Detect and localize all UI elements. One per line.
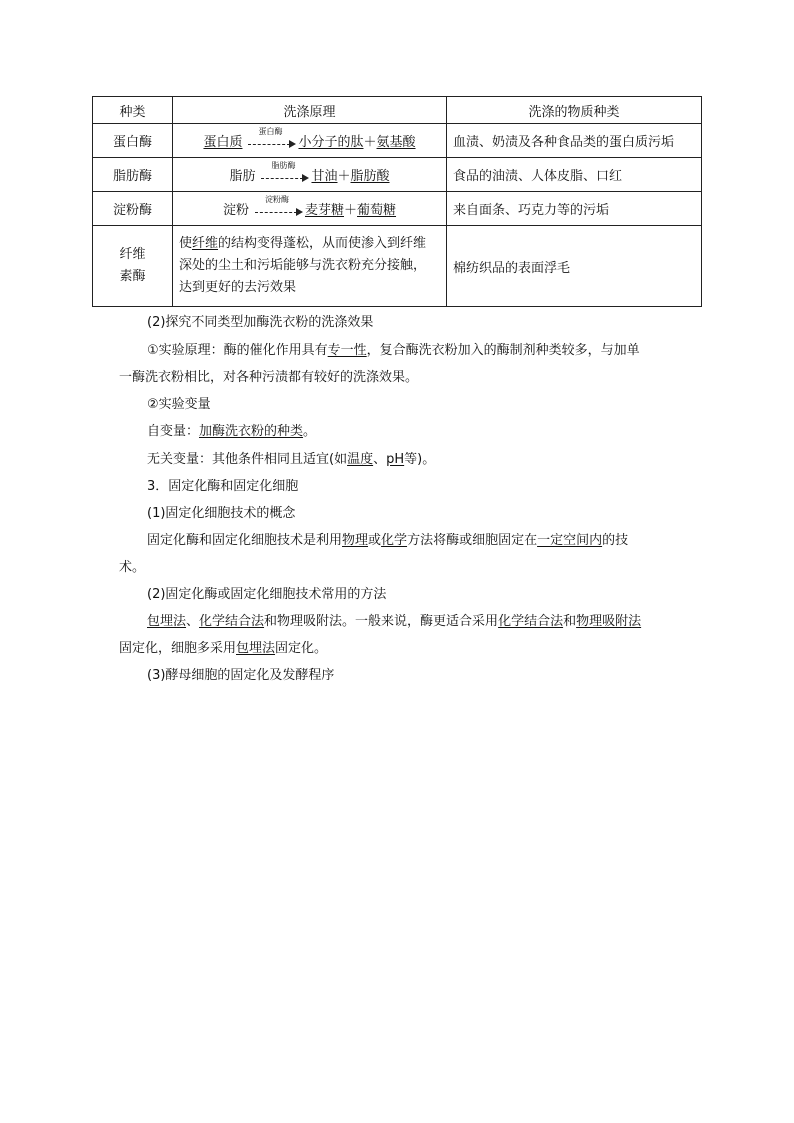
cellulase-principle (173, 226, 447, 307)
underlined-term: 温度 (347, 452, 374, 467)
target-stains: 食品的油渍、人体皮脂、口红 (447, 158, 702, 192)
enzyme-name: 脂肪酶 (93, 158, 173, 192)
reaction (229, 161, 390, 184)
section-heading: 3．固定化酶和固定化细胞 (147, 479, 299, 494)
reaction (203, 127, 416, 150)
section-heading: ②实验变量 (147, 397, 211, 412)
product-1: 甘油 (311, 169, 338, 184)
target-stains: 血渍、奶渍及各种食品类的蛋白质污垢 (447, 124, 702, 158)
table-row-amylase (93, 192, 702, 226)
underlined-term: 物理 (342, 533, 369, 548)
product-2: 氨基酸 (376, 135, 416, 150)
underlined-term: 加酶洗衣粉的种类 (199, 424, 304, 439)
plus-sign: ＋ (337, 169, 351, 184)
enzyme-name: 淀粉酶 (93, 192, 173, 226)
underlined-term: 包埋法 (236, 641, 276, 656)
table-row-protease (93, 124, 702, 158)
reaction-arrow-icon (244, 127, 296, 150)
table-header-row (93, 97, 702, 124)
reaction (222, 195, 397, 218)
enzyme-name-line: 纤维 (119, 247, 146, 262)
table-row-lipase (93, 158, 702, 192)
text: 的结构变得蓬松，从而使渗入到纤维 (218, 236, 427, 251)
underlined-term: 一定空间内 (537, 533, 603, 548)
underlined-term: 化学结合法 (199, 614, 265, 629)
paragraph-line: 术。 (119, 560, 146, 575)
product-2: 脂肪酸 (350, 169, 390, 184)
section-heading: (1)固定化细胞技术的概念 (147, 506, 296, 521)
reaction-arrow-icon (251, 195, 303, 218)
paragraph-line: 包埋法、化学结合法和物理吸附法。一般来说，酶更适合采用化学结合法和物理吸附法 (147, 614, 642, 629)
underlined-term: 专一性 (327, 343, 367, 358)
paragraph-line: ①实验原理：酶的催化作用具有专一性，复合酶洗衣粉加入的酶制剂种类较多，与加单 (147, 343, 640, 358)
paragraph-line: 固定化酶和固定化细胞技术是利用物理或化学方法将酶或细胞固定在一定空间内的技 (147, 533, 629, 548)
section-heading: (2)固定化酶或固定化细胞技术常用的方法 (147, 587, 387, 602)
enzyme-table (92, 96, 702, 307)
text: 达到更好的去污效果 (179, 280, 297, 295)
plus-sign: ＋ (344, 203, 358, 218)
underlined-term: pH (386, 452, 405, 467)
enzyme-name-line: 素酶 (119, 269, 146, 284)
underlined-term: 物理吸附法 (576, 614, 642, 629)
section-heading: (2)探究不同类型加酶洗衣粉的洗涤效果 (147, 315, 374, 330)
table-row-cellulase (93, 226, 702, 307)
substrate: 淀粉 (222, 203, 249, 218)
reaction-cell (173, 192, 447, 226)
product-1: 小分子的肽 (298, 135, 364, 150)
enzyme-name (93, 226, 173, 307)
enzyme-name: 蛋白酶 (93, 124, 173, 158)
text: 深处的尘土和污垢能够与洗衣粉充分接触， (179, 258, 427, 273)
reaction-cell (173, 158, 447, 192)
target-stains: 来自面条、巧克力等的污垢 (447, 192, 702, 226)
arrow-enzyme-label: 蛋白酶 (258, 127, 283, 136)
header-targets: 洗涤的物质种类 (447, 97, 702, 124)
plus-sign: ＋ (363, 135, 377, 150)
underlined-term: 化学 (381, 533, 408, 548)
reaction-cell (173, 124, 447, 158)
target-stains: 棉纺织品的表面浮毛 (447, 226, 702, 307)
product-2: 葡萄糖 (357, 203, 397, 218)
underlined-term: 包埋法 (147, 614, 187, 629)
header-type: 种类 (93, 97, 173, 124)
product-1: 麦芽糖 (304, 203, 344, 218)
underlined-term: 化学结合法 (498, 614, 564, 629)
arrow-enzyme-label: 淀粉酶 (264, 195, 289, 204)
substrate: 脂肪 (229, 169, 256, 184)
substrate: 蛋白质 (203, 135, 243, 150)
section-heading: (3)酵母细胞的固定化及发酵程序 (147, 668, 335, 683)
header-principle: 洗涤原理 (173, 97, 447, 124)
reaction-arrow-icon (257, 161, 309, 184)
underlined-term: 纤维 (192, 236, 219, 251)
paragraph-line: 一酶洗衣粉相比，对各种污渍都有较好的洗涤效果。 (119, 370, 419, 385)
text: 使 (179, 236, 193, 251)
paragraph-line: 无关变量：其他条件相同且适宜(如温度、pH等)。 (147, 452, 436, 467)
arrow-enzyme-label: 脂肪酶 (271, 161, 296, 170)
paragraph-line: 自变量：加酶洗衣粉的种类。 (147, 424, 317, 439)
paragraph-line: 固定化，细胞多采用包埋法固定化。 (119, 641, 328, 656)
